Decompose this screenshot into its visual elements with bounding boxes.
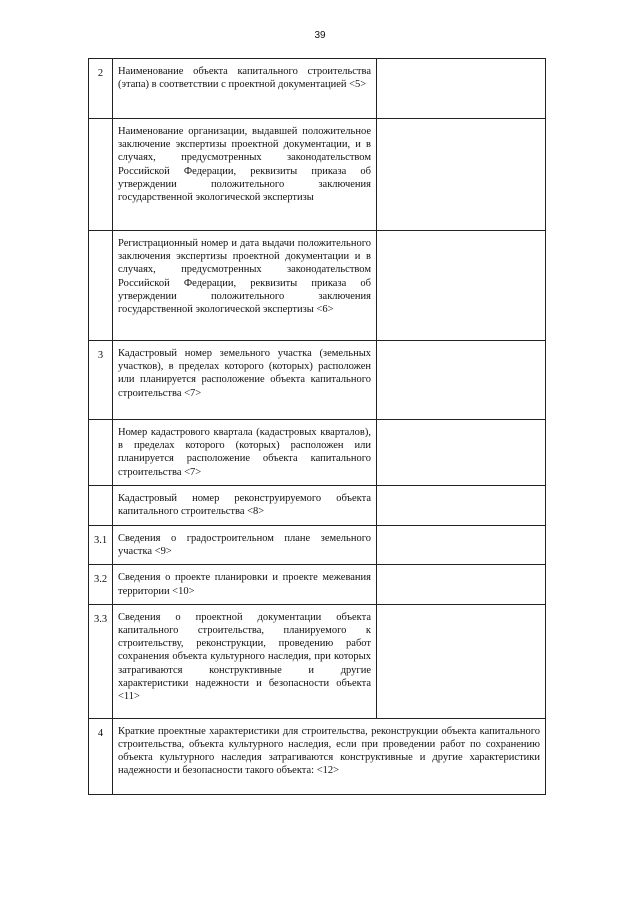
row-number: 3.3	[89, 604, 113, 718]
table-row	[89, 526, 546, 565]
row-description: Сведения о проектной документации объекта капитального строительства, планируемого к строительству, реконструкции, проведению работ сохранения объекта культурного наследия, при которых затрагиваются конструктивные и другие характеристики надежности и безопасности объекта <11>	[113, 604, 377, 718]
row-description: Сведения о градостроительном плане земельного участка <9>	[113, 526, 377, 565]
row-number	[89, 486, 113, 526]
row-number: 3.1	[89, 526, 113, 565]
table-row	[89, 119, 546, 231]
row-number	[89, 420, 113, 486]
form-table	[88, 58, 546, 795]
table-row	[89, 231, 546, 341]
page-number: 39	[314, 30, 326, 41]
table-row	[89, 565, 546, 604]
row-number: 3	[89, 341, 113, 420]
row-number: 4	[89, 718, 113, 794]
row-description-wide: Краткие проектные характеристики для строительства, реконструкции объекта капитального строительства, объекта культурного наследия, если при проведении работ по сохранению объекта культурного наследия затрагиваются конструктивные и другие характеристики надежности и безопасности такого объекта: <12>	[113, 718, 546, 794]
row-description: Наименование объекта капитального строительства (этапа) в соответствии с проектной документацией <5>	[113, 59, 377, 119]
row-description: Номер кадастрового квартала (кадастровых кварталов), в пределах которого (которых) расположен или планируется расположение объекта капитального строительства <7>	[113, 420, 377, 486]
row-number: 2	[89, 59, 113, 119]
row-value-cell[interactable]	[377, 420, 546, 486]
table-row	[89, 420, 546, 486]
row-value-cell[interactable]	[377, 486, 546, 526]
row-number: 3.2	[89, 565, 113, 604]
table-row-wide	[89, 718, 546, 794]
table-row	[89, 604, 546, 718]
row-description: Сведения о проекте планировки и проекте межевания территории <10>	[113, 565, 377, 604]
table-row	[89, 486, 546, 526]
row-number	[89, 119, 113, 231]
row-value-cell[interactable]	[377, 59, 546, 119]
row-value-cell[interactable]	[377, 565, 546, 604]
row-description: Регистрационный номер и дата выдачи положительного заключения экспертизы проектной документации и в случаях, предусмотренных законодательством Российской Федерации, реквизиты приказа об утверждении положительного заключения государственной экологической экспертизы <6>	[113, 231, 377, 341]
row-description: Кадастровый номер земельного участка (земельных участков), в пределах которого (которых) расположен или планируется расположение объекта капитального строительства <7>	[113, 341, 377, 420]
row-value-cell[interactable]	[377, 526, 546, 565]
table-row	[89, 59, 546, 119]
row-description: Наименование организации, выдавшей положительное заключение экспертизы проектной документации, и в случаях, предусмотренных законодательством Российской Федерации, реквизиты приказа об утверждении положительного заключения государственной экологической экспертизы	[113, 119, 377, 231]
row-description: Кадастровый номер реконструируемого объекта капитального строительства <8>	[113, 486, 377, 526]
row-value-cell[interactable]	[377, 231, 546, 341]
row-value-cell[interactable]	[377, 119, 546, 231]
row-value-cell[interactable]	[377, 604, 546, 718]
row-number	[89, 231, 113, 341]
table-row	[89, 341, 546, 420]
row-value-cell[interactable]	[377, 341, 546, 420]
